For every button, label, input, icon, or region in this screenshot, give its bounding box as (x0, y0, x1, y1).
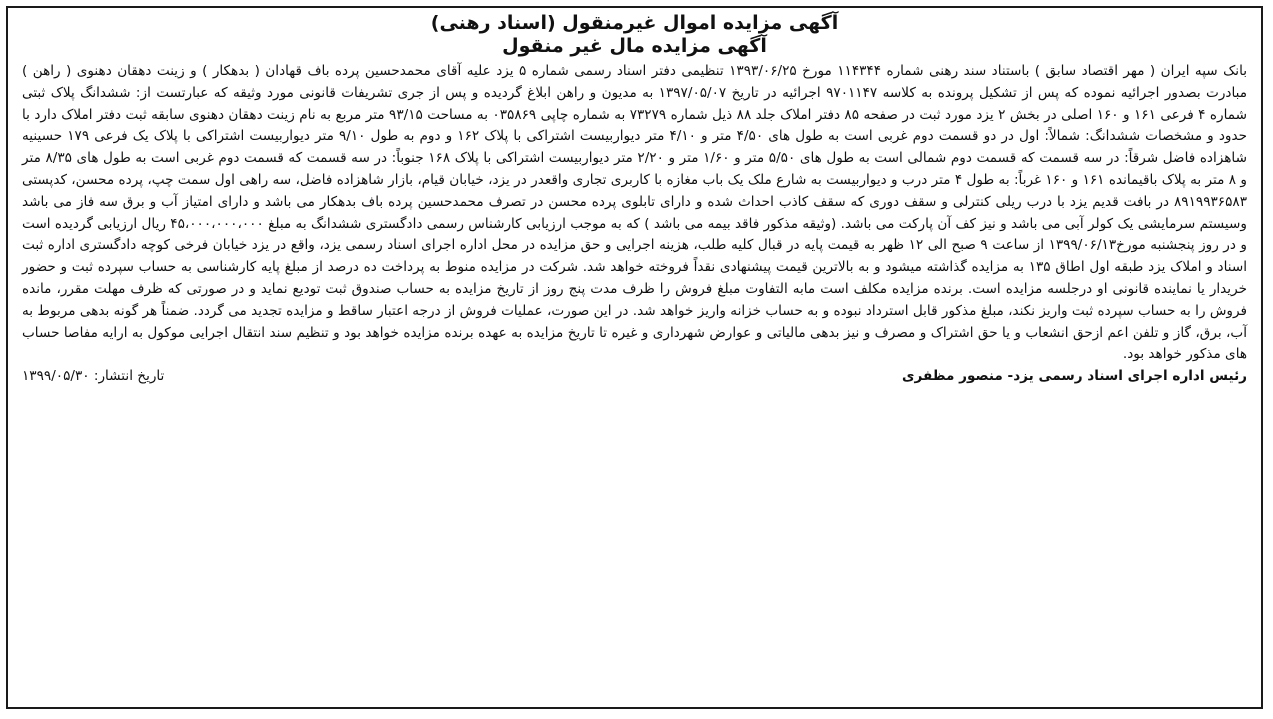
notice-subtitle: آگهی مزایده مال غیر منقول (502, 35, 767, 57)
notice-title: آگهی مزایده اموال غیرمنقول (اسناد رهنی) (430, 12, 839, 34)
notice-body: بانک سپه ایران ( مهر اقتصاد سابق ) باستناد سند رهنی شماره ۱۱۴۳۴۴ مورخ ۱۳۹۳/۰۶/۲۵ تنظیمی دفتر اسناد رسمی شماره ۵ یزد علیه آقای محمدحسین پرده باف قهادان ( بدهکار ) و زینت دهقان دهنوی ( راهن ) مبادرت بصدور اجرائیه نموده که پس از تشکیل پرونده به کلاسه ۹۷۰۱۱۴۷ اجرائیه در تاریخ ۱۳۹۷/۰۵/۰۷ به مدیون و راهن ابلاغ گردیده و پس از جری تشریفات قانونی مورد وثیقه که عبارتست از: ششدانگ پلاک ثبتی شماره ۴ فرعی ۱۶۱ و ۱۶۰ اصلی در بخش ۲ یزد مورد ثبت در صفحه ۸۵ دفتر املاک جلد ۸۸ ذیل شماره ۷۳۲۷۹ به شماره چاپی ۰۳۵۸۶۹ به مساحت ۹۳/۱۵ متر مربع به نام زینت دهقان دهنوی سابقه ثبت دفتر املاک دارد با حدود و مشخصات ششدانگ: شمالاً: اول در دو قسمت دوم غربی است به طول های ۴/۵۰ متر و ۴/۱۰ متر دیواربیست اشتراکی با پلاک ۱۶۲ و دوم به طول ۹/۱۰ متر دیواربیست اشتراکی با پلاک یک فرعی ۱۷۹ حسینیه شاهزاده فاضل شرقاً: در سه قسمت که قسمت دوم شمالی است به طول های ۵/۵۰ متر و ۱/۶۰ متر و ۲/۲۰ متر دیواربیست اشتراکی با پلاک ۱۶۸ جنوباً: در سه قسمت که قسمت دوم غربی است به طول های ۸/۳۵ متر و ۸ متر به پلاک باقیمانده ۱۶۱ و ۱۶۰ غرباً: به طول ۴ متر درب و دیواربیست به شارع ملک یک باب مغازه با کاربری تجاری واقعدر در یزد، خیابان قیام، بازار شاهزاده فاضل، سه راهی اول سمت چپ، پرده محسن، کدپستی ۸۹۱۹۹۳۶۵۸۳ در بافت قدیم یزد با درب ریلی کنترلی و سقف دوری که سقف کاذب احداث شده و دارای تابلوی پرده محسن در تصرف محمدحسین پرده باف بدهکار می باشد و دارای امتیاز آب و برق سه فاز می باشد وسیستم سرمایشی یک کولر آبی می باشد و نیز کف آن پارکت می باشد. (وثیقه مذکور فاقد بیمه می باشد ) که به موجب ارزیابی کارشناس رسمی دادگستری ششدانگ به مبلغ ۴۵،۰۰۰،۰۰۰،۰۰۰ ریال ارزیابی گردیده است و در روز پنجشنبه مورخ۱۳۹۹/۰۶/۱۳ از ساعت ۹ صبح الی ۱۲ ظهر به قیمت پایه در قبال کلیه طلب، هزینه اجرایی و حق مزایده در محل اداره اجرای اسناد رسمی یزد، واقع در یزد خیابان فرخی کوچه دادگستری اداره ثبت اسناد و املاک یزد طبقه اول اطاق ۱۳۵ به مزایده گذاشته میشود و به بالاترین قیمت پیشنهادی نقداً فروخته خواهد شد. شرکت در مزایده منوط به پرداخت ده درصد از مبلغ پایه کارشناسی به حساب سپرده ثبت و حضور خریدار یا نماینده قانونی او درجلسه مزایده است. برنده مزایده مکلف است مابه التفاوت مبلغ فروش را ظرف مدت پنج روز از تاریخ مزایده به حساب صندوق ثبت تودیع نماید و در صورتی که ظرف مهلت مقرر، مانده فروش را به حساب سپرده ثبت واریز نکند، مبلغ مذکور قابل استرداد نبوده و به حساب خزانه واریز خواهد شد. در این صورت، عملیات فروش از درجه اعتبار ساقط و مزایده تجدید می گردد. ضمناً هر گونه بدهی مربوط به آب، برق، گاز و تلفن اعم ازحق انشعاب و یا حق اشتراک و مصرف و نیز بدهی مالیاتی و عوارض شهرداری و غیره تا تاریخ مزایده به عهده برنده مزایده خواهد بود و تنظیم سند انتقال اجرایی موکول به ارایه مفاصا حساب های مذکور خواهد بود. (22, 63, 1247, 363)
signature: رئیس اداره اجرای اسناد رسمی یزد- منصور مظفری (902, 368, 1247, 385)
auction-notice (6, 6, 1263, 709)
publish-date: تاریخ انتشار: ۱۳۹۹/۰۵/۳۰ (22, 368, 165, 385)
notice-footer (22, 366, 1247, 388)
